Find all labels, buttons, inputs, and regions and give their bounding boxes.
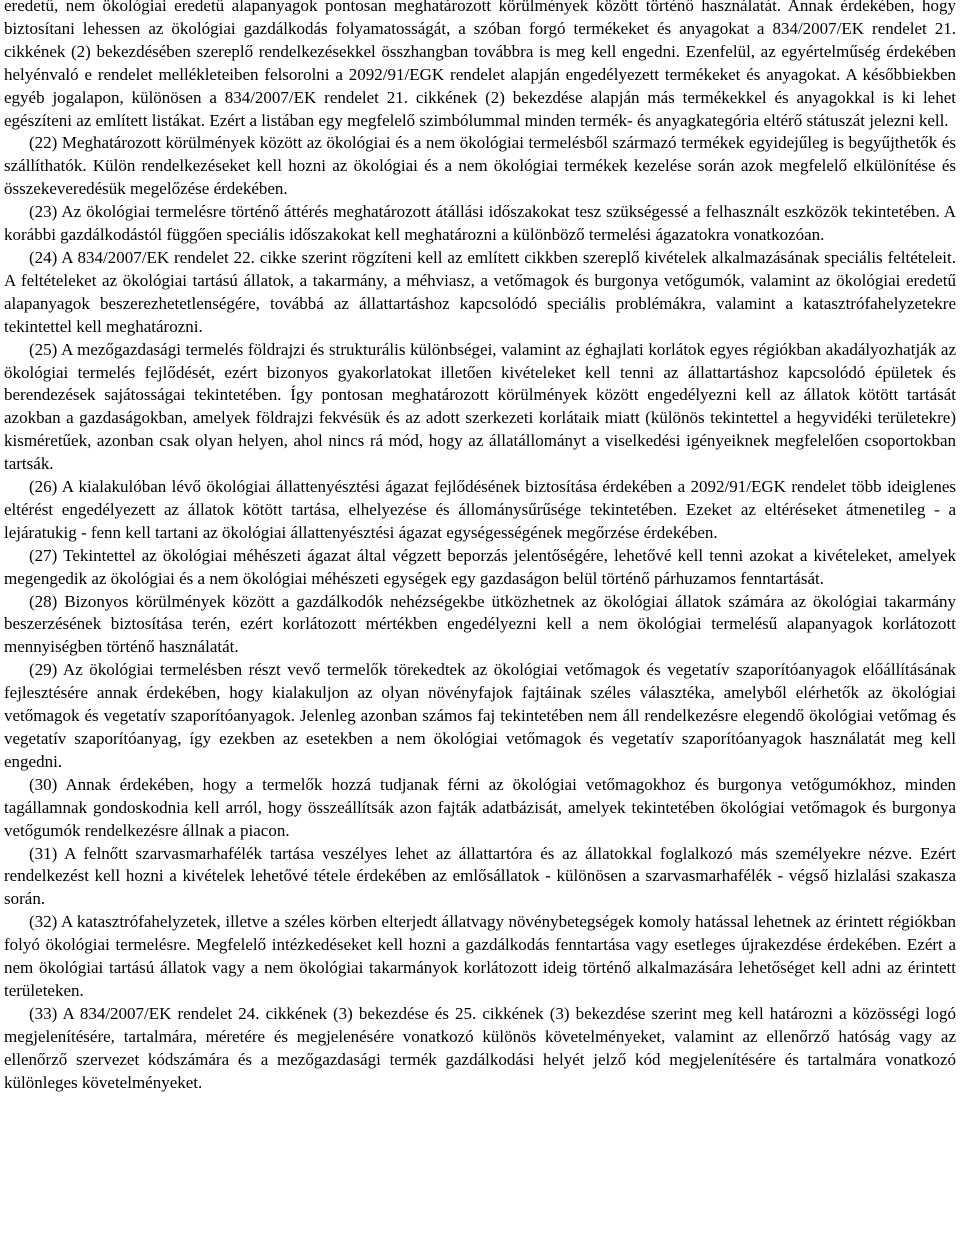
paragraph-25: (25) A mezőgazdasági termelés földrajzi és strukturális különbségei, valamint az éghajlati korlátok egyes régiókban akadályozhatják az ökológiai termelés fejlődését, ezért bizonyos gyakorlatokat illetően kivételeket kell tenni az állattartáshoz kapcsolódó épületek és berendezések sajátosságai tekintetében. Így pontosan meghatározott körülmények között engedélyezni kell az állatok kötött tartását azokban a gazdaságokban, amelyek földrajzi fekvésük és az adott szerkezeti korlátaik miatt (különös tekintettel a hegyvidéki területekre) kisméretűek, azonban csak olyan helyen, ahol nincs rá mód, hogy az állatállományt a viselkedési igényeiknek megfelelően csoportokban tartsák. — [4, 339, 956, 474]
paragraph-26: (26) A kialakulóban lévő ökológiai állattenyésztési ágazat fejlődésének biztosítása érdekében a 2092/91/EGK rendelet több ideiglenes eltérést engedélyezett az állatok kötött tartása, elhelyezése és állománysűrűsége tekintetében. Ezeket az eltéréseket átmenetileg - a lejáratukig - fenn kell tartani az ökológiai állattenyésztési ágazat egységességének megőrzése érdekében. — [4, 477, 956, 542]
paragraph-31: (31) A felnőtt szarvasmarhafélék tartása veszélyes lehet az állattartóra és az állatokkal foglalkozó más személyekre nézve. Ezért rendelkezést kell hozni a kivételek lehetővé tétele érdekében az emlősállatok - különösen a szarvasmarhafélék - végső hizlalási szakasza során. — [4, 843, 956, 909]
paragraph-24: (24) A 834/2007/EK rendelet 22. cikke szerint rögzíteni kell az említett cikkben szereplő kivételek alkalmazásának speciális feltételeit. A feltételeket az ökológiai tartású állatok, a takarmány, a méhviasz, a vetőmagok és burgonya vetőgumók, valamint az ökológiai eredetű alapanyagok beszerezhetetlenségére, továbbá az állattartáshoz kapcsolódó speciális problémákra, valamint a katasztrófahelyzetekre tekintettel kell meghatározni. — [4, 247, 956, 336]
paragraph-21-continuation: eredetű, nem ökológiai eredetű alapanyagok pontosan meghatározott körülmények között történő használatát. Annak érdekében, hogy biztosítani lehessen az ökológiai gazdálkodás folyamatosságát, a szóban forgó termékeket és anyagokat a 834/2007/EK rendelet 21. cikkének (2) bekezdésében szereplő rendelkezésekkel összhangban továbbra is meg kell engedni. Ezenfelül, az egyértelműség érdekében helyénvaló e rendelet mellékleteiben felsorolni a 2092/91/EGK rendelet alapján engedélyezett termékeket és anyagokat. A későbbiekben egyéb jogalapon, különösen a 834/2007/EK rendelet 21. cikkének (2) bekezdése alapján más termékekkel és anyagokkal is ki lehet egészíteni az említett listákat. Ezért a listában egy megfelelő szimbólummal minden termék- és anyagkategória eltérő státuszát jelezni kell. — [4, 0, 956, 130]
paragraph-22: (22) Meghatározott körülmények között az ökológiai és a nem ökológiai termelésből származó termékek egyidejűleg is begyűjthetők és szállíthatók. Külön rendelkezéseket kell hozni az ökológiai és a nem ökológiai termékek kezelése során azok megfelelő elkülönítése és összekeveredésük megelőzése érdekében. — [4, 133, 956, 199]
paragraph-27: (27) Tekintettel az ökológiai méhészeti ágazat által végzett beporzás jelentőségére, lehetővé kell tenni azokat a kivételeket, amelyek megengedik az ökológiai és a nem ökológiai méhészeti egységek egy gazdaságon belül történő párhuzamos fenntartását. — [4, 545, 956, 588]
paragraph-30: (30) Annak érdekében, hogy a termelők hozzá tudjanak férni az ökológiai vetőmagokhoz és burgonya vetőgumókhoz, minden tagállamnak gondoskodnia kell arról, hogy összeállítsák azon fajták adatbázisát, amelyek tekintetében ökológiai vetőmagok és burgonya vetőgumók rendelkezésre állnak a piacon. — [4, 774, 956, 840]
paragraph-33: (33) A 834/2007/EK rendelet 24. cikkének (3) bekezdése és 25. cikkének (3) bekezdése szerint meg kell határozni a közösségi logó megjelenítésére, tartalmára, méretére és megjelenésére vonatkozó különös követelményeket, valamint az ellenőrző hatóság vagy az ellenőrző szervezet kódszámára és a mezőgazdasági termék gazdálkodási helyét jelző kód megjelenítésére és tartalmára vonatkozó különleges követelményeket. — [4, 1003, 956, 1092]
paragraph-32: (32) A katasztrófahelyzetek, illetve a széles körben elterjedt állatvagy növénybetegségek komoly hatással lehetnek az érintett régiókban folyó ökológiai termelésre. Megfelelő intézkedéseket kell hozni a gazdálkodás fenntartása vagy esetleges újrakezdése érdekében. Ezért a nem ökológiai tartású állatok vagy a nem ökológiai takarmányok korlátozott ideig történő alkalmazására lehetőséget kell adni az érintett területeken. — [4, 912, 956, 1000]
paragraph-29: (29) Az ökológiai termelésben részt vevő termelők törekedtek az ökológiai vetőmagok és vegetatív szaporítóanyagok előállításának fejlesztésére annak érdekében, hogy kialakuljon az olyan növényfajok fajtáinak széles választéka, amelyből elérhetők az ökológiai vetőmagok és vegetatív szaporítóanyagok. Jelenleg azonban számos faj tekintetében nem áll rendelkezésre elegendő ökológiai vetőmag és vegetatív szaporítóanyag, így ezekben az esetekben a nem ökológiai vetőmagok és vegetatív szaporítóanyagok használatát meg kell engedni. — [4, 660, 956, 771]
paragraph-23: (23) Az ökológiai termelésre történő áttérés meghatározott átállási időszakokat tesz szükségessé a felhasznált eszközök tekintetében. A korábbi gazdálkodástól függően speciális időszakokat kell meghatározni a különböző termelési ágazatokra vonatkozóan. — [4, 202, 956, 245]
paragraph-28: (28) Bizonyos körülmények között a gazdálkodók nehézségekbe ütközhetnek az ökológiai állatok számára az ökológiai takarmány beszerzésének biztosítása terén, ezért korlátozott mértékben engedélyezni kell a nem ökológiai termelésű alapanyagok korlátozott mennyiségben történő használatát. — [4, 591, 956, 657]
